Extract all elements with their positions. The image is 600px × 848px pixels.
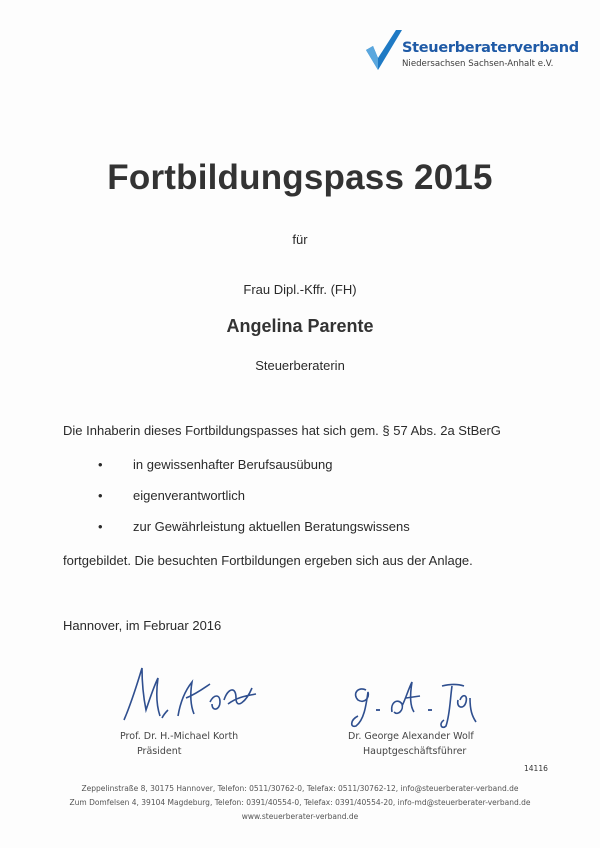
holder-role: Steuerberaterin xyxy=(255,358,345,373)
certificate-title: Fortbildungspass 2015 xyxy=(107,158,493,197)
association-logo xyxy=(364,28,579,74)
signer-title: Hauptgeschäftsführer xyxy=(363,746,467,757)
holder-honorific: Frau Dipl.-Kffr. (FH) xyxy=(243,282,357,297)
footer-address-magdeburg: Zum Domfelsen 4, 39104 Magdeburg, Telefon: 0391/40554-0, Telefax: 0391/40554-20, info-md@steuerberater-verband.de xyxy=(69,798,531,807)
bullet-item: zur Gewährleistung aktuellen Beratungswissens xyxy=(133,519,410,534)
document-number: 14116 xyxy=(524,764,548,773)
footer-website: www.steuerberater-verband.de xyxy=(241,812,359,821)
holder-name: Angelina Parente xyxy=(226,316,374,336)
signer-name: Prof. Dr. H.-Michael Korth xyxy=(120,731,239,742)
bullet-marker: • xyxy=(98,457,103,472)
intro-text: Die Inhaberin dieses Fortbildungspasses hat sich gem. § 57 Abs. 2a StBerG xyxy=(63,423,501,438)
footer-address-hannover: Zeppelinstraße 8, 30175 Hannover, Telefon: 0511/30762-0, Telefax: 0511/30762-12, info@steuerberater-verband.de xyxy=(81,784,519,793)
bullet-marker: • xyxy=(98,519,103,534)
signer-title: Präsident xyxy=(137,746,182,757)
signer-name: Dr. George Alexander Wolf xyxy=(348,731,474,742)
outro-text: fortgebildet. Die besuchten Fortbildungen ergeben sich aus der Anlage. xyxy=(63,553,473,568)
signature-president xyxy=(112,658,262,728)
place-date: Hannover, im Februar 2016 xyxy=(63,618,222,633)
logo-subtitle: Niedersachsen Sachsen-Anhalt e.V. xyxy=(402,59,554,69)
signature-managing-director xyxy=(346,676,486,732)
logo-name: Steuerberaterverband xyxy=(402,40,579,56)
bullet-marker: • xyxy=(98,488,103,503)
bullet-item: eigenverantwortlich xyxy=(133,488,246,503)
checkmark-icon xyxy=(364,28,404,72)
bullet-item: in gewissenhafter Berufsausübung xyxy=(133,457,333,472)
for-label: für xyxy=(292,232,308,247)
